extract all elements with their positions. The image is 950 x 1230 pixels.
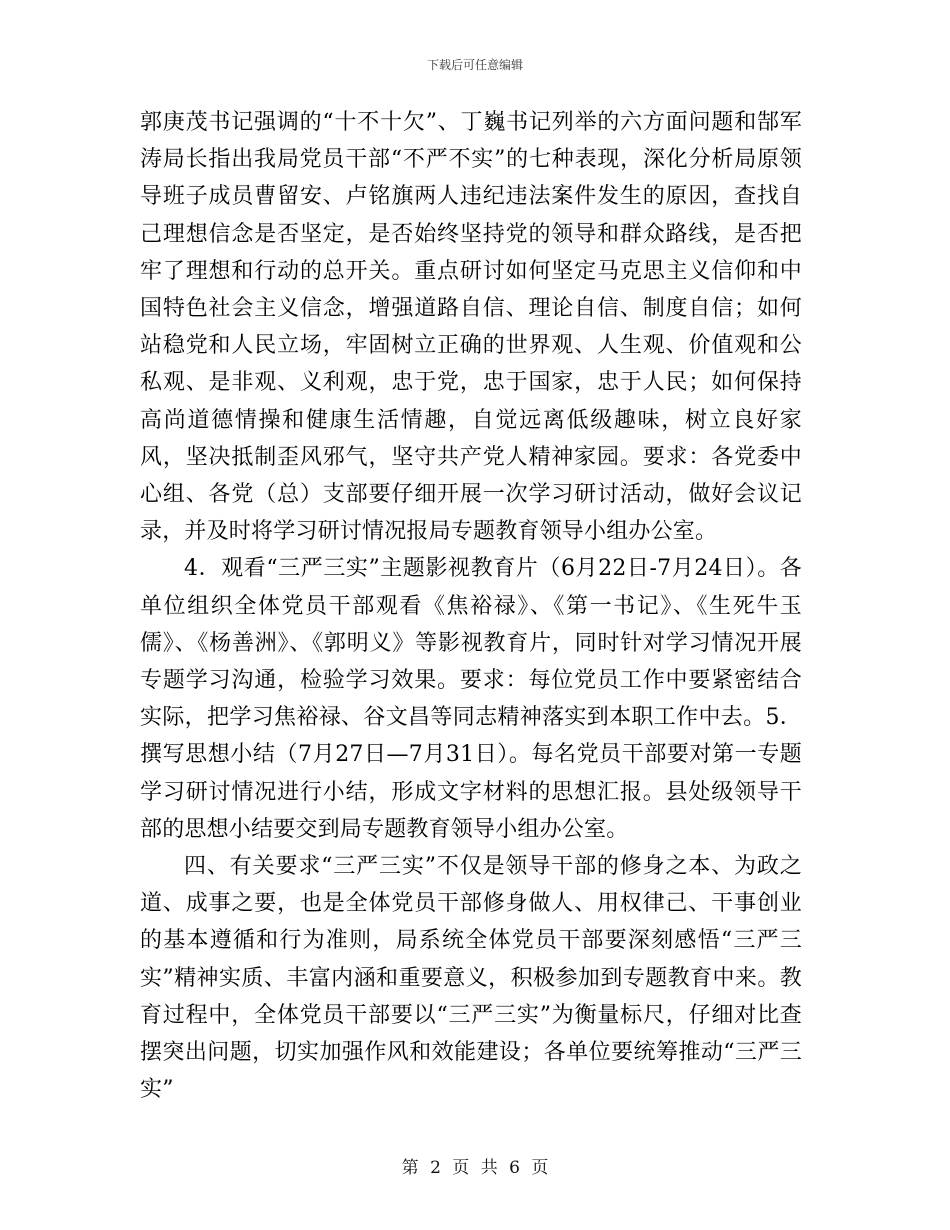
paragraph-item-4-5: 4．观看“三严三实”主题影视教育片（6月22日-7月24日）。各单位组织全体党员干部观看《焦裕禄》、《第一书记》、《生死牛玉儒》、《杨善洲》、《郭明义》等影视教育片，同时针对学习情况开展专题学习沟通，检验学习效果。要求：每位党员工作中要紧密结合实际，把学习焦裕禄、谷文昌等同志精神落实到本职工作中去。5．撰写思想小结（7月27日—7月31日）。每名党员干部要对第一专题学习研讨情况进行小结，形成文字材料的思想汇报。县处级领导干部的思想小结要交到局专题教育领导小组办公室。 xyxy=(140,556,802,842)
paragraph-section-requirements: 四、有关要求“三严三实”不仅是领导干部的修身之本、为政之道、成事之要，也是全体党员干部修身做人、用权律己、干事创业的基本遵循和行为准则，局系统全体党员干部要深刻感悟“三严三实”精神实质、丰富内涵和重要意义，积极参加到专题教育中来。教育过程中，全体党员干部要以“三严三实”为衡量标尺，仔细对比查摆突出问题，切实加强作风和效能建设；各单位要统筹推动“三严三实” xyxy=(140,854,802,1103)
page-header-note: 下载后可任意编辑 xyxy=(426,58,523,72)
paragraph-continuation: 郭庚茂书记强调的“十不十欠”、丁巍书记列举的六方面问题和郜军涛局长指出我局党员干部“不严不实”的七种表现，深化分析局原领导班子成员曹留安、卢铭旗两人违纪违法案件发生的原因，查找自己理想信念是否坚定，是否始终坚持党的领导和群众路线，是否把牢了理想和行动的总开关。重点研讨如何坚定马克思主义信仰和中国特色社会主义信念，增强道路自信、理论自信、制度自信；如何站稳党和人民立场，牢固树立正确的世界观、人生观、价值观和公私观、是非观、义利观，忠于党，忠于国家，忠于人民；如何保持高尚道德情操和健康生活情趣，自觉远离低级趣味，树立良好家风，坚决抵制歪风邪气，坚守共产党人精神家园。要求：各党委中心组、各党（总）支部要仔细开展一次学习研讨活动，做好会议记录，并及时将学习研讨情况报局专题教育领导小组办公室。 xyxy=(140,110,802,545)
document-body xyxy=(140,104,802,1108)
page-number-footer: 第 2 页 共 6 页 xyxy=(401,1158,549,1178)
